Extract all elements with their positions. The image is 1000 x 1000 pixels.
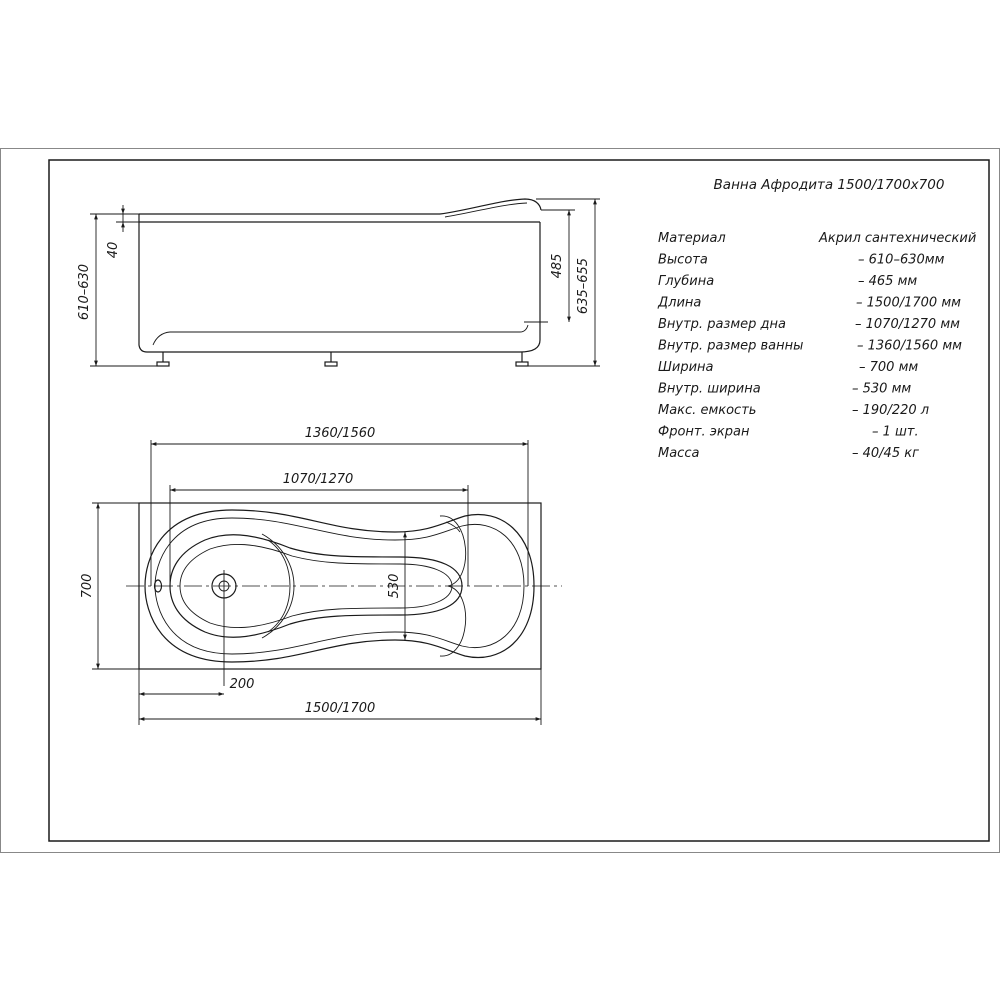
dim-inner-width: 530	[387, 573, 402, 599]
spec-value: – 465 мм	[858, 274, 918, 289]
spec-value: – 610–630мм	[858, 252, 945, 268]
dim-overall-height: 635–655	[576, 257, 591, 315]
spec-value: – 700 мм	[859, 360, 919, 375]
dim-drain-offset: 200	[229, 677, 255, 692]
spec-label: Глубина	[658, 274, 715, 289]
spec-label: Высота	[658, 252, 708, 268]
spec-value: – 1070/1270 мм	[855, 317, 960, 332]
spec-label: Макс. емкость	[658, 403, 757, 418]
spec-label: Внутр. размер дна	[658, 317, 786, 332]
drawing-frame	[49, 160, 989, 841]
spec-label: Материал	[658, 231, 726, 246]
side-view	[90, 199, 600, 366]
dim-length: 1500/1700	[304, 701, 376, 716]
sheet-border	[1, 149, 1000, 853]
dim-bottom-length: 1070/1270	[282, 472, 354, 487]
spec-value: – 1 шт.	[872, 424, 919, 440]
spec-label: Ширина	[658, 360, 714, 375]
spec-value: – 1360/1560 мм	[857, 338, 962, 354]
spec-label: Внутр. ширина	[658, 381, 761, 397]
spec-value: – 530 мм	[852, 381, 912, 397]
dim-width: 700	[80, 573, 95, 599]
spec-value: – 190/220 л	[852, 403, 930, 418]
dim-inner-length: 1360/1560	[304, 426, 376, 441]
spec-table	[657, 231, 976, 461]
spec-value: – 40/45 кг	[852, 446, 919, 461]
dim-total-height: 610–630	[77, 263, 92, 321]
spec-label: Внутр. размер ванны	[658, 338, 804, 354]
spec-label: Длина	[658, 295, 702, 311]
drawing-title: Ванна Афродита 1500/1700x700	[713, 177, 945, 193]
spec-value: Акрил сантехнический	[819, 231, 977, 246]
leg-left	[157, 352, 169, 366]
spec-label: Масса	[658, 446, 700, 461]
spec-value: – 1500/1700 мм	[856, 295, 961, 311]
dim-depth: 485	[550, 253, 565, 279]
dim-rim-height: 40	[106, 241, 121, 259]
leg-right	[516, 352, 528, 366]
spec-label: Фронт. экран	[658, 424, 750, 440]
leg-middle	[325, 352, 337, 366]
